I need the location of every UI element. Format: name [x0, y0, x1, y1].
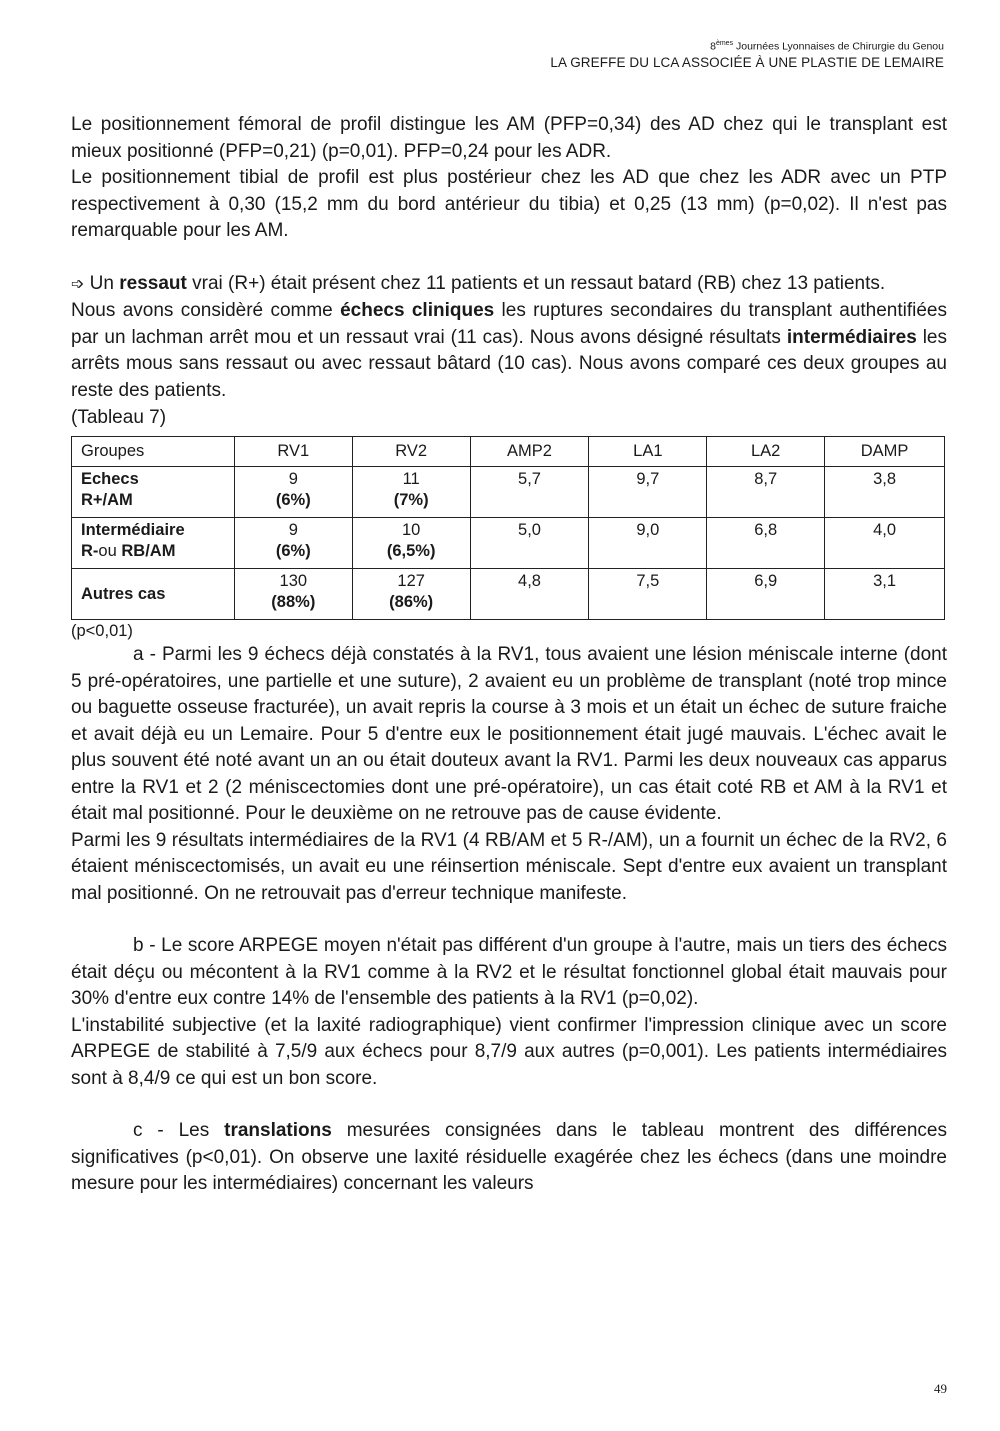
table-cell: 130 (88%): [234, 569, 352, 620]
paragraph-ressaut: ➩ Un ressaut vrai (R+) était présent chez 11 patients et un ressaut batard (RB) chez 13 patients.: [71, 272, 886, 294]
header-cell: LA2: [707, 437, 825, 467]
header-cell: AMP2: [470, 437, 589, 467]
table-cell: 3,1: [825, 569, 945, 620]
paragraph-a: a - Parmi les 9 échecs déjà constatés à la RV1, tous avaient une lésion méniscale interne (dont 5 pré-opératoires, une partielle et une suture), 2 avaient eu un problème de transplant (noté trop mince ou baguette osseuse fracturée), un avait repris la course à 3 mois et un était un échec de suture fraiche et avait déjà eu un Lemaire. Pour 5 d'entre eux le positionnement était jugé mauvais. L'échec avait le plus souvent été noté avant un an ou était douteux avant la RV1. Parmi les deux nouveaux cas apparus entre la RV1 et 2 (2 méniscectomies dont une pré-opératoire), un cas était coté RB et AM à la RV1 et était mal positionné. Pour le deuxième on ne retrouve pas de cause évidente.: [71, 644, 947, 824]
table-cell: 6,9: [707, 569, 825, 620]
header-cell: LA1: [589, 437, 707, 467]
paragraph-femoral: Le positionnement fémoral de profil distingue les AM (PFP=0,34) des AD chez qui le transplant est mieux positionné (PFP=0,21) (p=0,01). PFP=0,24 pour les ADR.: [71, 114, 947, 162]
paragraph-intermediaires: Parmi les 9 résultats intermédiaires de la RV1 (4 RB/AM et 5 R-/AM), un a fournit un échec de la RV2, 6 étaient méniscectomisés, un avait eu une réinsertion méniscale. Sept d'entre eux avaient un transplant mal positionné. On ne retrouvait pas d'erreur technique manifeste.: [71, 829, 947, 904]
conference-name: 8èmes Journées Lyonnaises de Chirurgie du Genou: [710, 40, 944, 53]
paragraph-tibial: Le positionnement tibial de profil est plus postérieur chez les AD que chez les ADR avec un PTP respectivement à 0,30 (15,2 mm du bord antérieur du tibia) et 0,25 (13 mm) (p=0,02). Il n'est pas remarquable pour les AM.: [71, 167, 947, 241]
table-cell: 4,8: [470, 569, 589, 620]
page-body: [71, 112, 947, 1198]
table-header-row: [72, 437, 945, 467]
table-row: [72, 518, 945, 569]
table-cell: 7,5: [589, 569, 707, 620]
paragraph-b: b - Le score ARPEGE moyen n'était pas différent d'un groupe à l'autre, mais un tiers des échecs était déçu ou mécontent à la RV1 comme à la RV2 et le résultat fonctionnel global était mauvais pour 30% d'entre eux contre 14% de l'ensemble des patients à la RV1 (p=0,02).: [71, 935, 947, 1009]
paragraph-instabilite: L'instabilité subjective (et la laxité radiographique) vient confirmer l'impression clinique avec un score ARPEGE de stabilité à 7,5/9 aux échecs pour 8,7/9 aux autres (p=0,001). Les patients intermédiaires sont à 8,4/9 ce qui est un bon score.: [71, 1014, 947, 1089]
table-caption: (Tableau 7): [71, 407, 167, 428]
group-cell: Autres cas: [72, 569, 235, 620]
header-cell: Groupes: [72, 437, 235, 467]
header-cell: RV1: [234, 437, 352, 467]
table-cell: 4,0: [825, 518, 945, 569]
group-cell: Echecs R+/AM: [72, 467, 235, 518]
table-cell: 5,7: [470, 467, 589, 518]
chapter-title: LA GREFFE DU LCA ASSOCIÉE À UNE PLASTIE DE LEMAIRE: [550, 54, 944, 70]
table-cell: 10 (6,5%): [352, 518, 470, 569]
page-number: 49: [934, 1381, 947, 1396]
table-cell: 9 (6%): [234, 467, 352, 518]
table-cell: 9,0: [589, 518, 707, 569]
results-table: [71, 436, 945, 620]
arrow-icon: ➩: [71, 275, 85, 293]
table-cell: 11 (7%): [352, 467, 470, 518]
table-cell: 9,7: [589, 467, 707, 518]
table-row: [72, 467, 945, 518]
paragraph-c: c - Les translations mesurées consignées dans le tableau montrent des différences significatives (p<0,01). On observe une laxité résiduelle exagérée chez les échecs (dans une moindre mesure pour les intermédiaires) concernant les valeurs: [71, 1120, 947, 1194]
table-row: [72, 569, 945, 620]
paragraph-echecs: Nous avons considèré comme échecs cliniques les ruptures secondaires du transplant authentifiées par un lachman arrêt mou et un ressaut vrai (11 cas). Nous avons désigné résultats intermédiaires les arrêts mous sans ressaut ou avec ressaut bâtard (10 cas). Nous avons comparé ces deux groupes au reste des patients.: [71, 300, 948, 401]
table-cell: 6,8: [707, 518, 825, 569]
group-cell: Intermédiaire R-ou RB/AM: [72, 518, 235, 569]
table-significance-note: (p<0,01): [71, 622, 133, 640]
table-cell: 8,7: [707, 467, 825, 518]
header-cell: DAMP: [825, 437, 945, 467]
table-cell: 3,8: [825, 467, 945, 518]
table-cell: 5,0: [470, 518, 589, 569]
table-cell: 127 (86%): [352, 569, 470, 620]
table-cell: 9 (6%): [234, 518, 352, 569]
header-cell: RV2: [352, 437, 470, 467]
running-header: [550, 37, 944, 71]
